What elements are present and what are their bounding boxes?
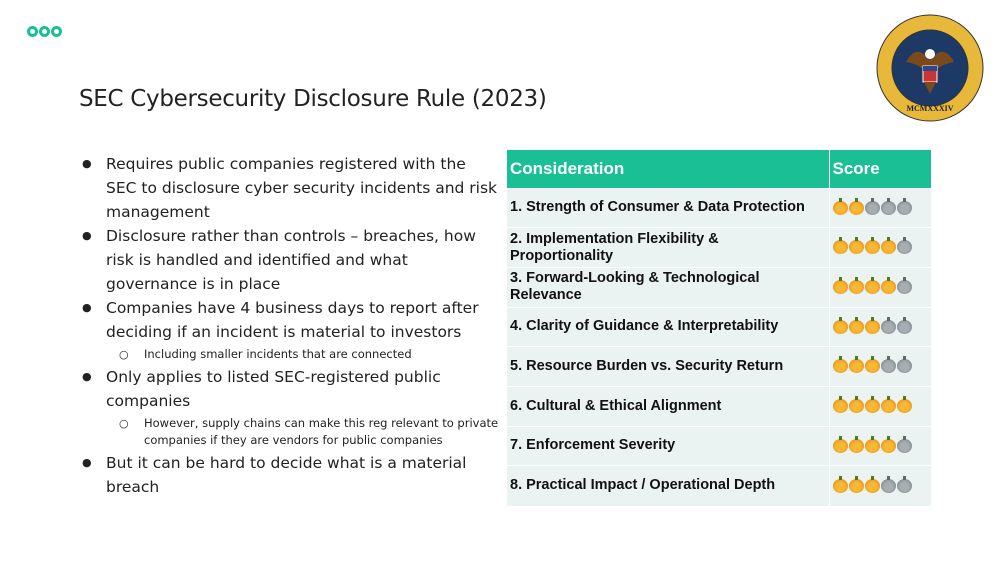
pumpkin-filled-icon bbox=[865, 399, 880, 413]
pumpkin-filled-icon bbox=[849, 439, 864, 453]
bullet-list bbox=[79, 152, 499, 499]
consideration-label: 3. Forward-Looking & Technological Relevance bbox=[507, 267, 829, 307]
consideration-label: 1. Strength of Consumer & Data Protection bbox=[507, 188, 829, 228]
score-rating bbox=[829, 426, 931, 466]
table-row bbox=[507, 188, 931, 228]
consideration-label: 5. Resource Burden vs. Security Return bbox=[507, 347, 829, 387]
pumpkin-empty-icon bbox=[897, 320, 912, 334]
score-rating bbox=[829, 228, 931, 268]
pumpkin-filled-icon bbox=[865, 359, 880, 373]
consideration-label: 4. Clarity of Guidance & Interpretability bbox=[507, 307, 829, 347]
score-rating bbox=[829, 386, 931, 426]
bullet-item: ● But it can be hard to decide what is a material breach bbox=[79, 451, 499, 499]
pumpkin-filled-icon bbox=[849, 280, 864, 294]
consideration-label: 6. Cultural & Ethical Alignment bbox=[507, 386, 829, 426]
score-rating bbox=[829, 307, 931, 347]
consideration-label: 2. Implementation Flexibility & Proportionality bbox=[507, 228, 829, 268]
pumpkin-filled-icon bbox=[833, 320, 848, 334]
sub-bullet-item: ○ However, supply chains can make this reg relevant to private companies if they are vendors for public companies bbox=[79, 415, 499, 449]
pumpkin-filled-icon bbox=[881, 439, 896, 453]
pumpkin-empty-icon bbox=[897, 280, 912, 294]
brand-logo bbox=[27, 26, 62, 37]
consideration-label: 7. Enforcement Severity bbox=[507, 426, 829, 466]
pumpkin-empty-icon bbox=[897, 359, 912, 373]
pumpkin-filled-icon bbox=[865, 320, 880, 334]
svg-text:MCMXXXIV: MCMXXXIV bbox=[906, 104, 954, 113]
table-row bbox=[507, 267, 931, 307]
table-row bbox=[507, 466, 931, 506]
pumpkin-empty-icon bbox=[897, 201, 912, 215]
pumpkin-empty-icon bbox=[881, 479, 896, 493]
pumpkin-empty-icon bbox=[881, 359, 896, 373]
pumpkin-filled-icon bbox=[849, 201, 864, 215]
pumpkin-filled-icon bbox=[849, 359, 864, 373]
pumpkin-filled-icon bbox=[897, 399, 912, 413]
sub-bullet-item: ○ Including smaller incidents that are connected bbox=[79, 346, 499, 363]
pumpkin-filled-icon bbox=[865, 439, 880, 453]
bullet-item: ● Disclosure rather than controls – breaches, how risk is handled and identified and what governance is in place bbox=[79, 224, 499, 296]
pumpkin-filled-icon bbox=[833, 399, 848, 413]
pumpkin-filled-icon bbox=[849, 240, 864, 254]
pumpkin-filled-icon bbox=[865, 240, 880, 254]
score-rating bbox=[829, 188, 931, 228]
pumpkin-filled-icon bbox=[833, 280, 848, 294]
pumpkin-empty-icon bbox=[897, 479, 912, 493]
sec-seal bbox=[876, 14, 984, 122]
pumpkin-filled-icon bbox=[833, 439, 848, 453]
score-table bbox=[507, 150, 931, 506]
table-row bbox=[507, 228, 931, 268]
pumpkin-empty-icon bbox=[897, 240, 912, 254]
header-consideration: Consideration bbox=[507, 150, 829, 188]
table-row bbox=[507, 307, 931, 347]
pumpkin-filled-icon bbox=[881, 280, 896, 294]
consideration-label: 8. Practical Impact / Operational Depth bbox=[507, 466, 829, 506]
table-row bbox=[507, 347, 931, 387]
table-row bbox=[507, 426, 931, 466]
slide-title: SEC Cybersecurity Disclosure Rule (2023) bbox=[79, 86, 547, 112]
pumpkin-filled-icon bbox=[833, 240, 848, 254]
pumpkin-empty-icon bbox=[897, 439, 912, 453]
pumpkin-filled-icon bbox=[881, 240, 896, 254]
pumpkin-empty-icon bbox=[881, 201, 896, 215]
bullet-item: ● Requires public companies registered with the SEC to disclosure cyber security incidents and risk management bbox=[79, 152, 499, 224]
pumpkin-filled-icon bbox=[833, 201, 848, 215]
pumpkin-filled-icon bbox=[833, 359, 848, 373]
pumpkin-filled-icon bbox=[865, 479, 880, 493]
score-rating bbox=[829, 347, 931, 387]
bullet-item: ● Companies have 4 business days to report after deciding if an incident is material to investors bbox=[79, 296, 499, 344]
pumpkin-filled-icon bbox=[849, 479, 864, 493]
pumpkin-filled-icon bbox=[833, 479, 848, 493]
score-rating bbox=[829, 466, 931, 506]
bullet-item: ● Only applies to listed SEC-registered public companies bbox=[79, 365, 499, 413]
pumpkin-empty-icon bbox=[865, 201, 880, 215]
pumpkin-empty-icon bbox=[881, 320, 896, 334]
table-row bbox=[507, 386, 931, 426]
header-score: Score bbox=[829, 150, 931, 188]
pumpkin-filled-icon bbox=[881, 399, 896, 413]
pumpkin-filled-icon bbox=[849, 399, 864, 413]
pumpkin-filled-icon bbox=[865, 280, 880, 294]
score-rating bbox=[829, 267, 931, 307]
pumpkin-filled-icon bbox=[849, 320, 864, 334]
